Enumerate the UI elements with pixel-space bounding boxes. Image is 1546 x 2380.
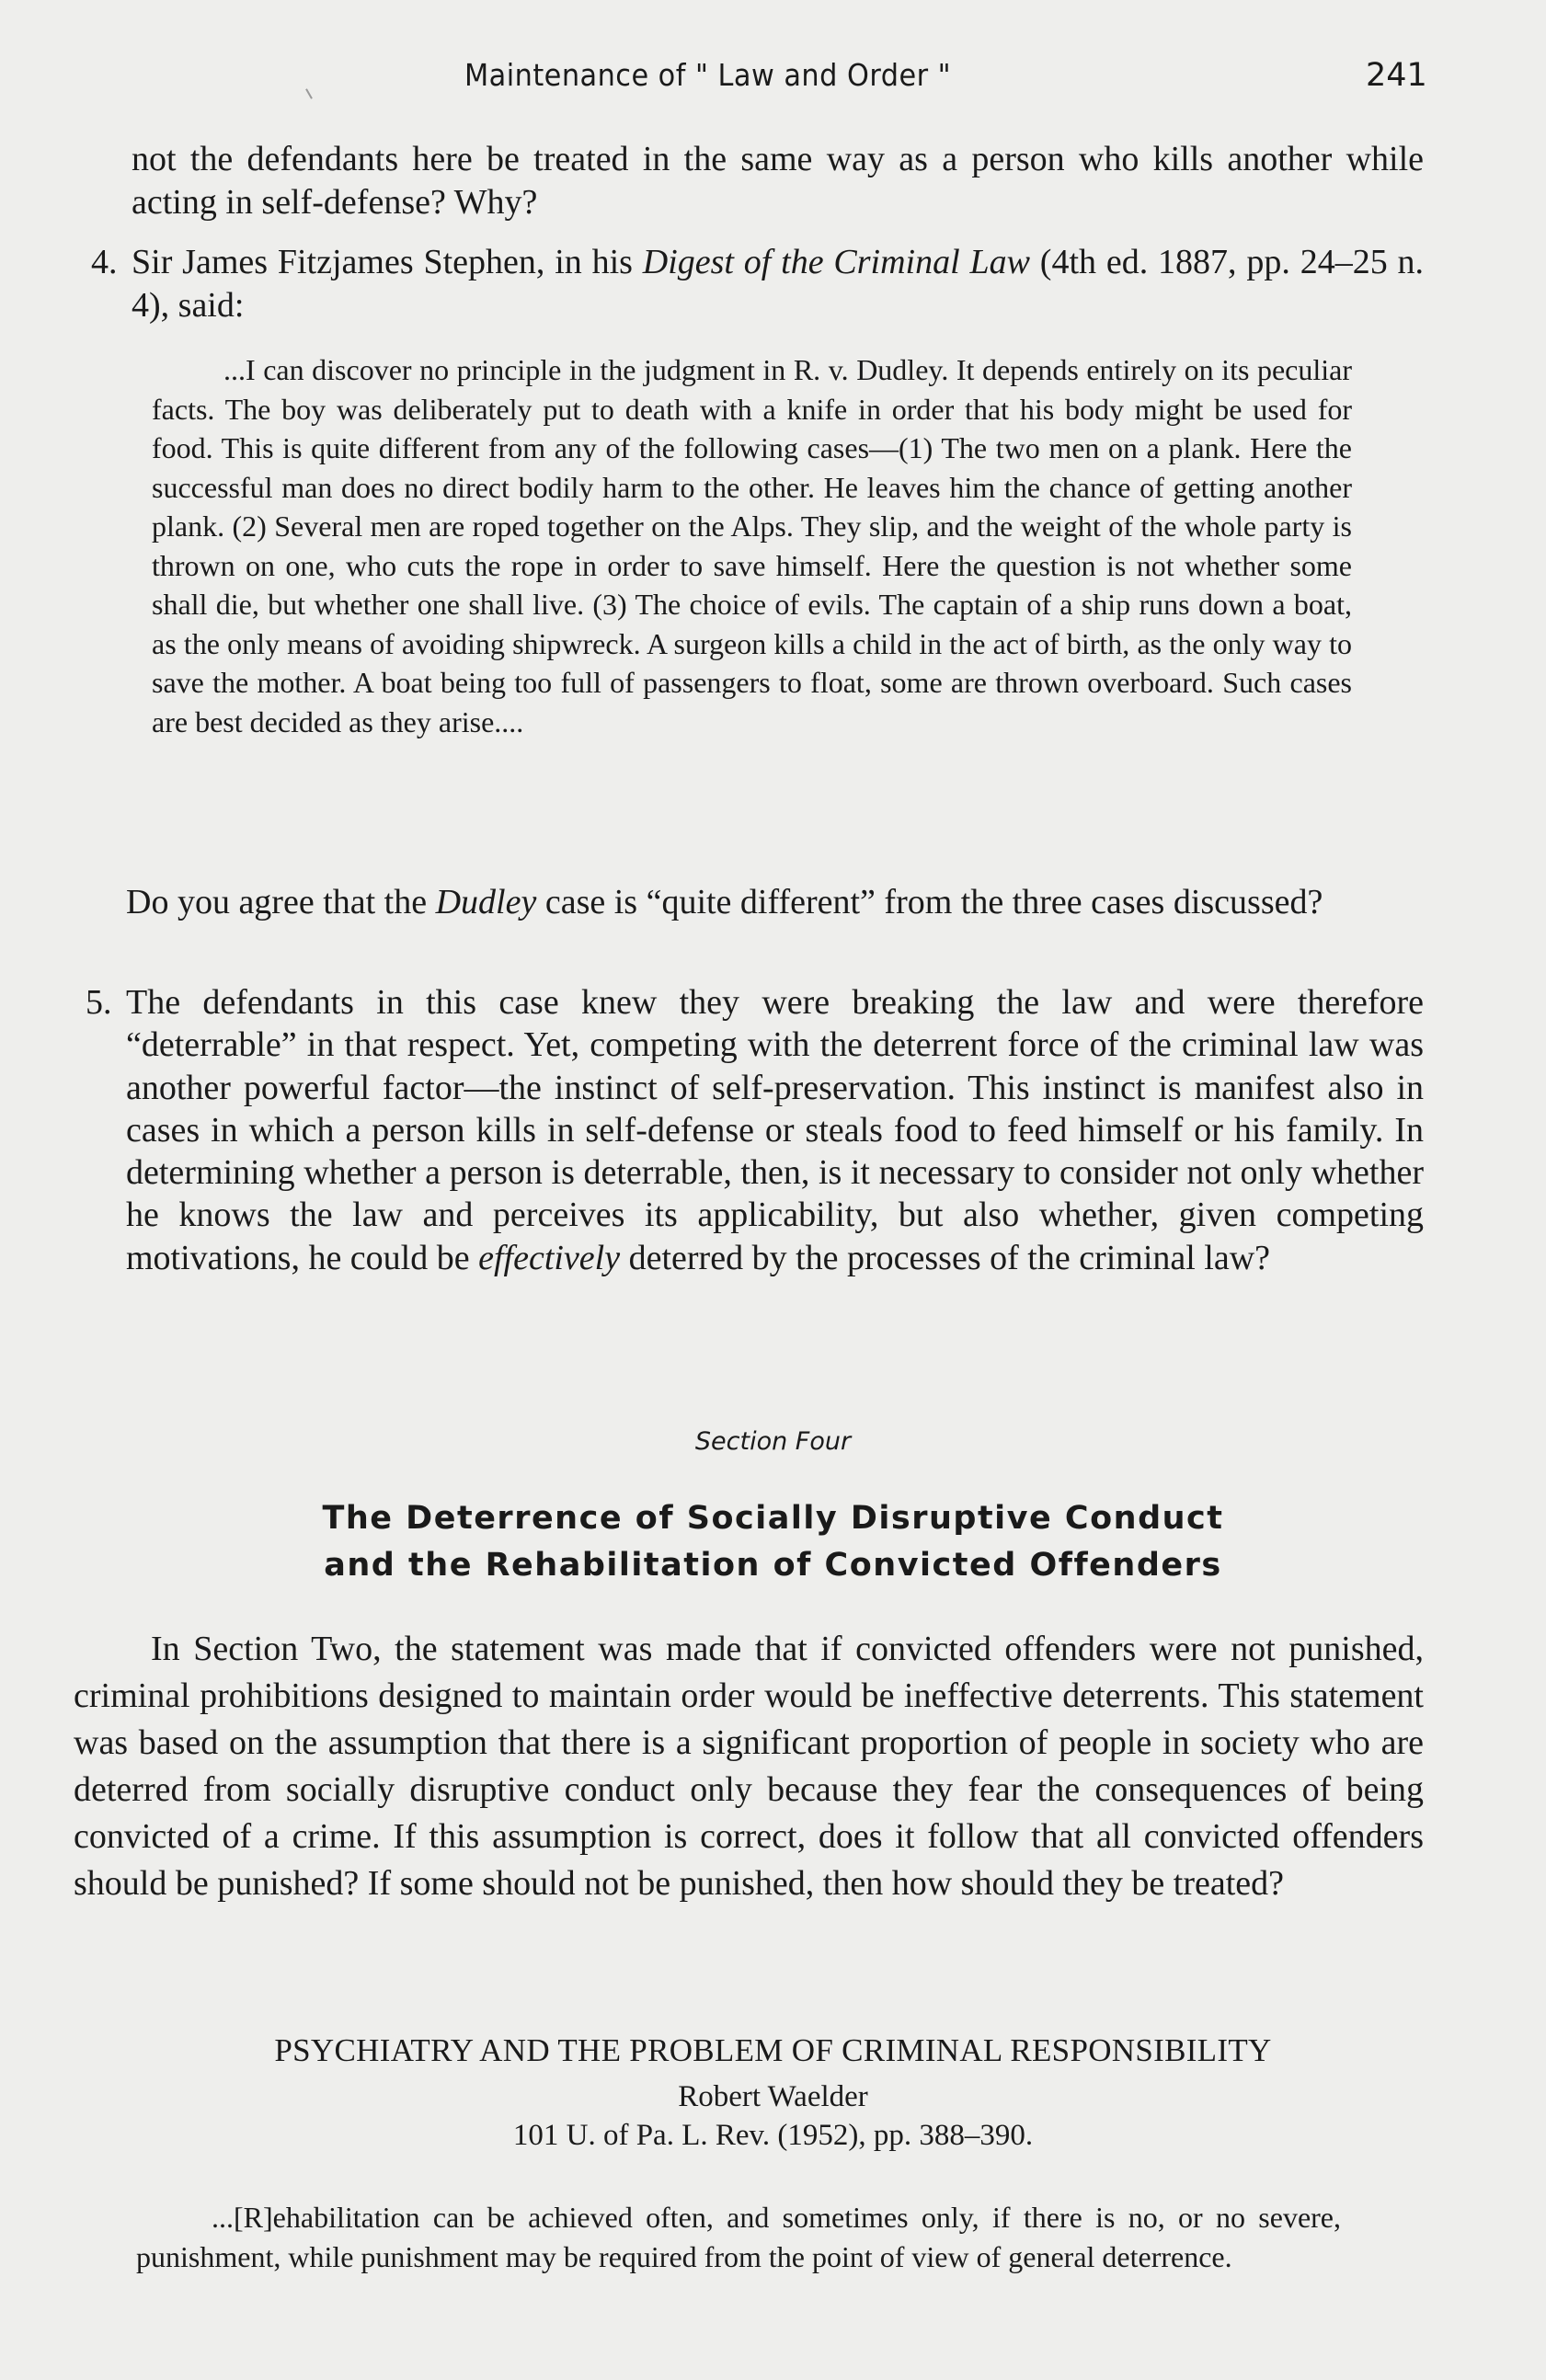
stephen-quote-text: ...I can discover no principle in the judgment in R. v. Dudley. It depends entirely on its peculiar facts. The boy was deliberately put to death with a knife in order that his body might be used for food. This is quite different from any of the following cases—(1) The two men on a plank. Here the successful man does no direct bodily harm to the other. He leaves him the chance of getting another plank. (2) Several men are roped together on the Alps. They slip, and the weight of the whole party is thrown on one, who cuts the rope in order to save himself. Here the question is not whether some shall die, but whether one shall live. (3) The choice of evils. The captain of a ship runs down a boat, as the only means of avoiding shipwreck. A surgeon kills a child in the act of birth, as the only way to save the mother. A boat being too full of passengers to float, some are thrown overboard. Such cases are best decided as they arise.... (152, 353, 1352, 738)
page-number: 241 (1366, 57, 1427, 94)
article-citation: 101 U. of Pa. L. Rev. (1952), pp. 388–390. (512, 2119, 1034, 2152)
waelder-block-quote (136, 2198, 1341, 2277)
section-title (0, 1495, 1546, 1589)
section-intro-text: In Section Two, the statement was made that if convicted offenders were not punished, criminal prohibitions designed to maintain order would be ineffective deterrents. This statement was based on the assumption that there is a significant proportion of people in society who are deterred from socially disruptive conduct only because they fear the consequences of being convicted of a crime. If this assumption is correct, does it follow that all convicted offenders should be punished? If some should not be punished, then how should they be treated? (74, 1630, 1424, 1903)
dudley-question (126, 881, 1424, 924)
item4-text-b: (4th ed. 1887, pp. 24–25 n. 4), said: (132, 243, 1425, 325)
article-author: Robert Waelder (678, 2080, 868, 2113)
emphasis-effectively: effectively (478, 1238, 621, 1277)
list-number: 5. (86, 983, 112, 1022)
section-title-line-1: The Deterrence of Socially Disruptive Conduct (322, 1500, 1224, 1537)
item3-continuation (132, 138, 1424, 224)
section-label: Section Four (694, 1427, 852, 1456)
item4-text-a: Sir James Fitzjames Stephen, in his (132, 243, 643, 281)
article-title: PSYCHIATRY AND THE PROBLEM OF CRIMINAL RESPONSIBILITY (274, 2032, 1272, 2068)
list-number: 4. (91, 243, 118, 281)
list-item-5 (86, 981, 1424, 1279)
stephen-block-quote (152, 350, 1352, 741)
running-title: Maintenance of " Law and Order " (464, 57, 952, 93)
waelder-quote-text: ...[R]ehabilitation can be achieved often, and sometimes only, if there is no, or no severe, punishment, while punishment may be required from the point of view of general deterrence. (136, 2201, 1341, 2273)
running-head (0, 57, 1546, 103)
item5-text-b: deterred by the processes of the criminal law? (620, 1238, 1271, 1277)
section-intro-paragraph (74, 1626, 1424, 1907)
dudley-question-a: Do you agree that the (126, 883, 436, 921)
item3-continuation-text: not the defendants here be treated in the same way as a person who kills another while acting in self-defense? Why? (132, 140, 1424, 222)
case-name: Dudley (435, 883, 537, 921)
list-item-4 (91, 241, 1425, 327)
item5-text-a: The defendants in this case knew they were breaking the law and were therefore “deterrable” in that respect. Yet, competing with the deterrent force of the criminal law was another powerful factor—the instinct of self-preservation. This instinct is manifest also in cases in which a person kills in self-defense or steals food to feed himself or his family. In determining whether a person is deterrable, then, is it necessary to consider not only whether he knows the law and perceives its applicability, but also whether, given competing motivations, he could be (126, 983, 1424, 1277)
dudley-question-b: case is “quite different” from the three cases discussed? (536, 883, 1323, 921)
book-title: Digest of the Criminal Law (642, 243, 1030, 281)
section-title-line-2: and the Rehabilitation of Convicted Offenders (324, 1547, 1222, 1584)
